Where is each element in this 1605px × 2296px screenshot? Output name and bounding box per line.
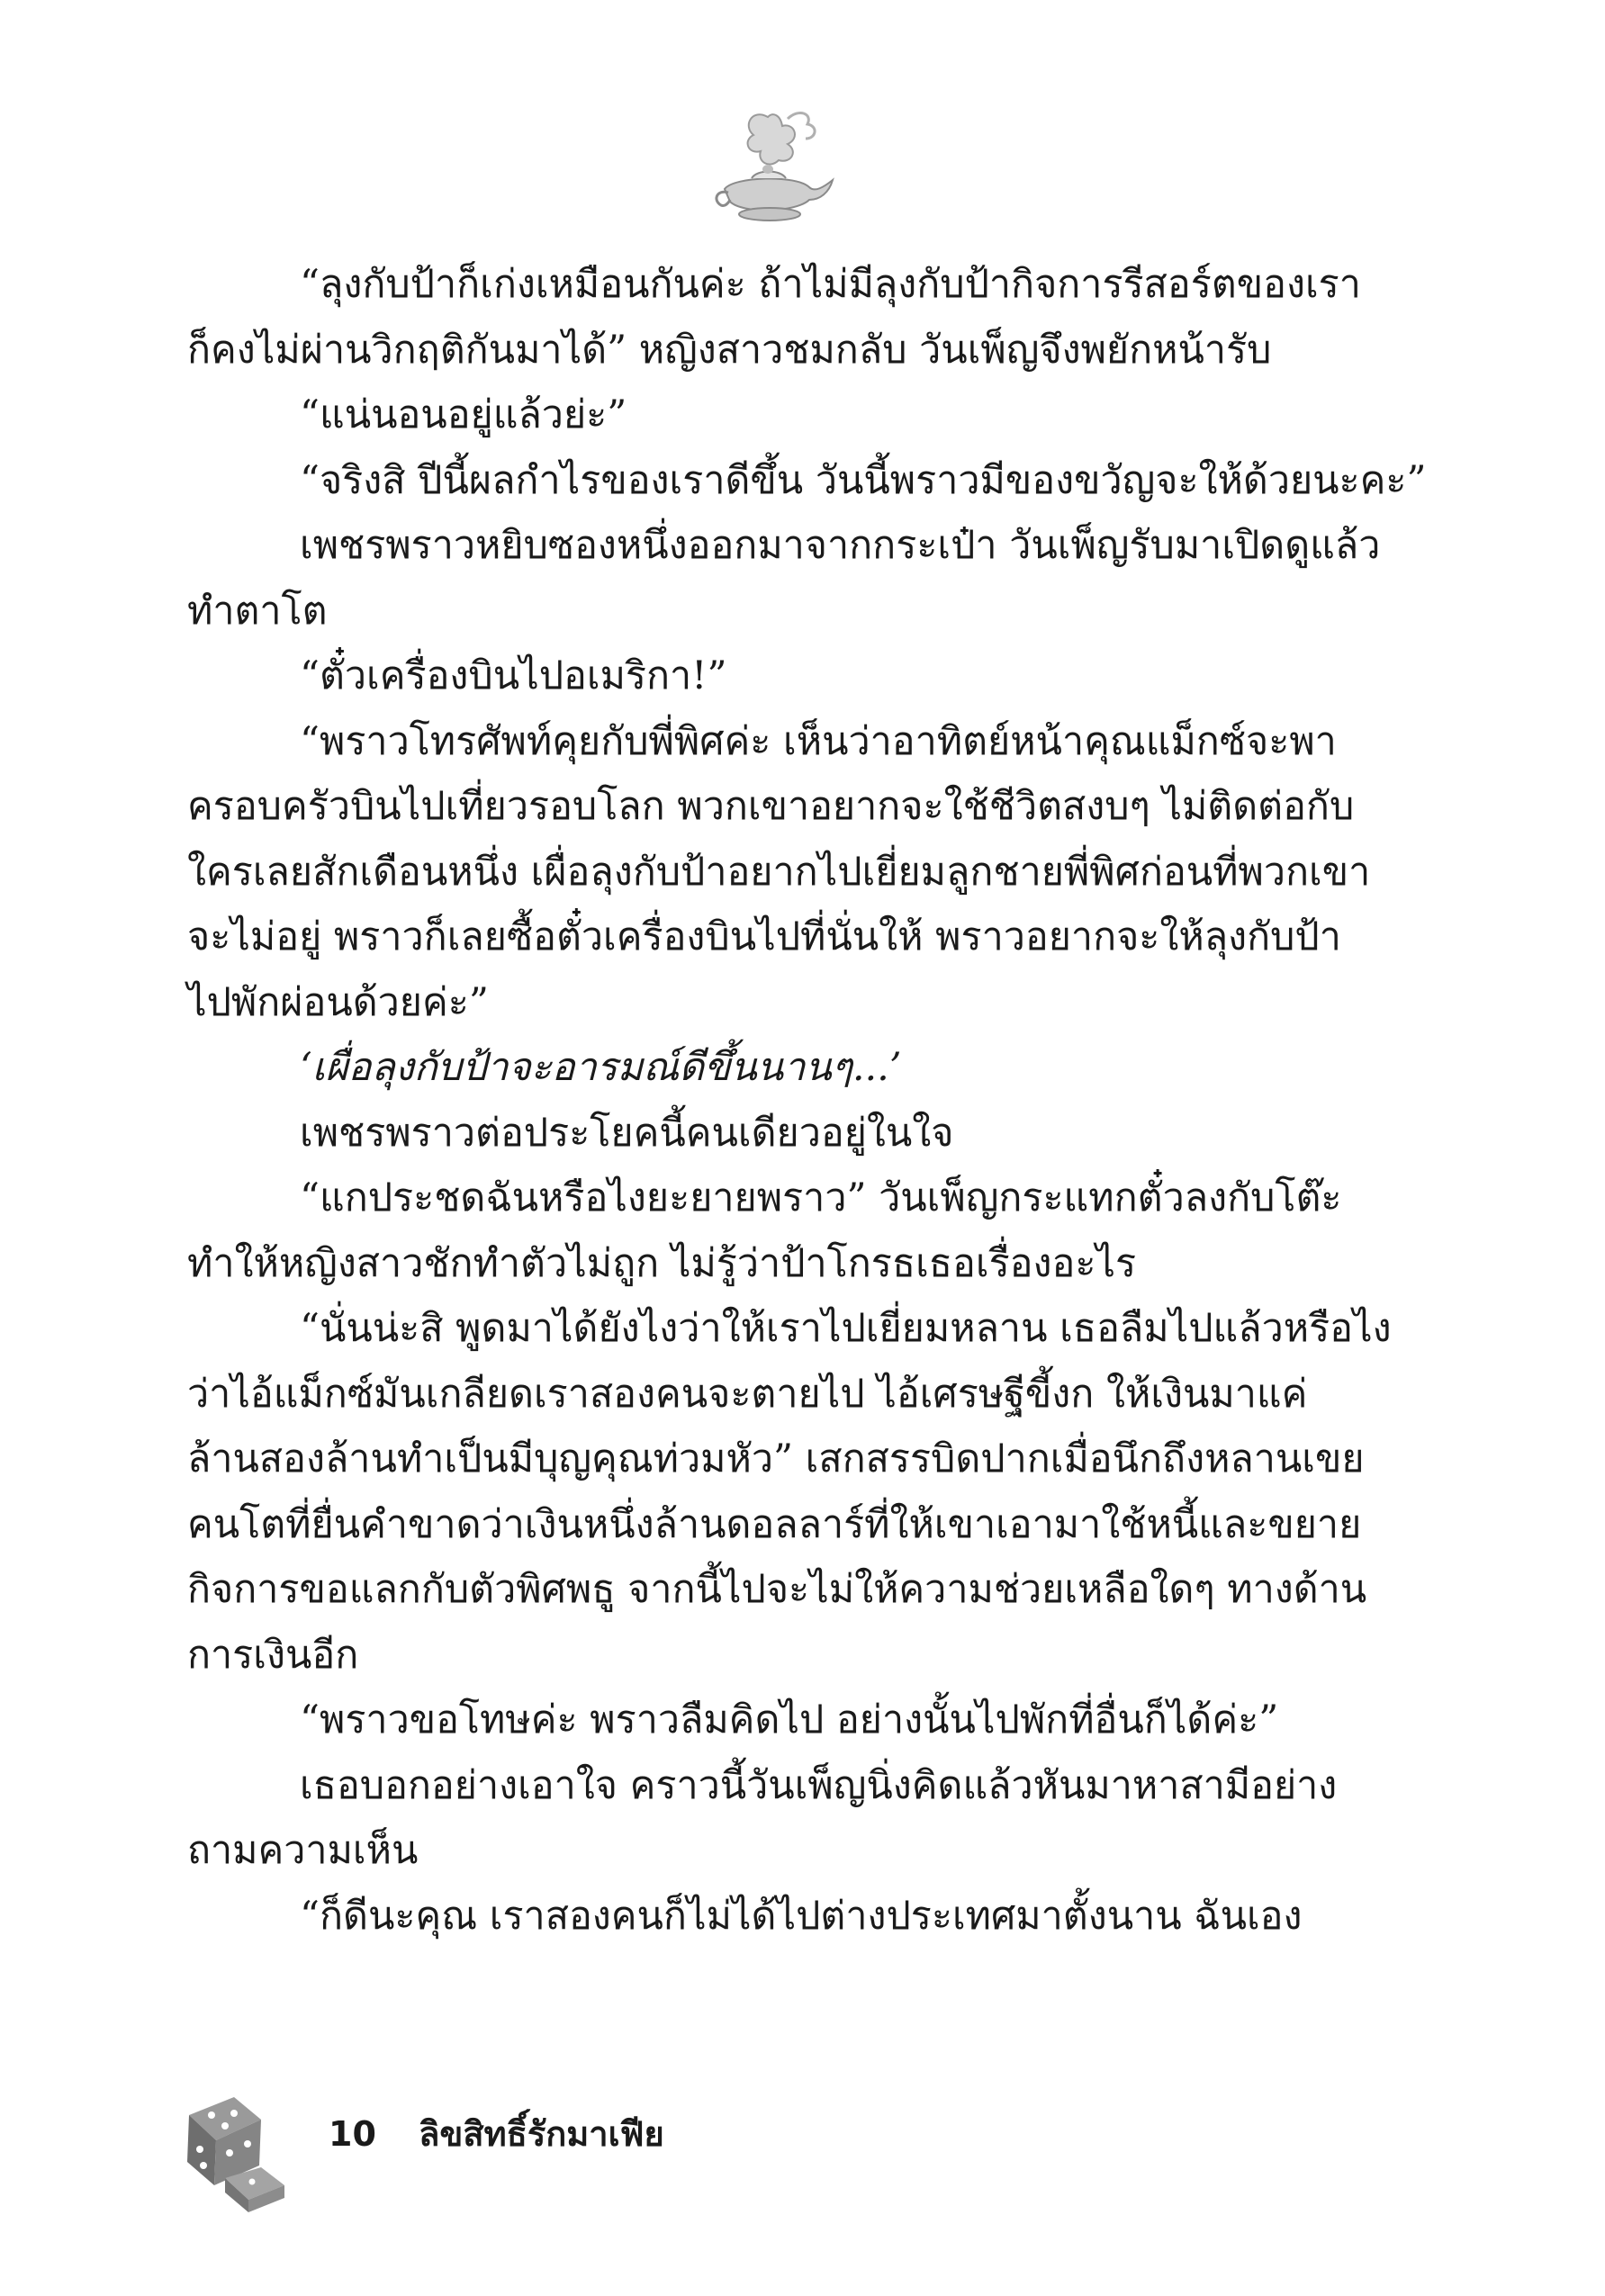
body-text [187,252,1427,1949]
text-line: ล้านสองล้านทำเป็นมีบุญคุณท่วมหัว” เสกสรรบิดปากเมื่อนึกถึงหลานเขย [187,1436,1365,1481]
text-line: “ก็ดีนะคุณ เราสองคนก็ไม่ได้ไปต่างประเทศมาตั้งนาน ฉันเอง [300,1893,1303,1939]
text-line: การเงินอีก [187,1632,359,1678]
text-line: “พราวโทรศัพท์คุยกับพี่พิศค่ะ เห็นว่าอาทิตย์หน้าคุณแม็กซ์จะพา [300,718,1337,764]
text-line: ใครเลยสักเดือนหนึ่ง เผื่อลุงกับป้าอยากไปเยี่ยมลูกชายพี่พิศก่อนที่พวกเขา [187,849,1371,895]
text-line: เธอบอกอย่างเอาใจ คราวนี้วันเพ็ญนิ่งคิดแล้วหันมาหาสามีอย่าง [300,1762,1338,1808]
text-line: ก็คงไม่ผ่านวิกฤติกันมาได้” หญิงสาวชมกลับ วันเพ็ญจึงพยักหน้ารับ [187,327,1272,373]
book-title: ลิขสิทธิ์รักมาเฟีย [419,2114,664,2154]
text-line: ทำตาโต [187,588,328,634]
text-line: ถามความเห็น [187,1828,419,1873]
dice-icon [162,2079,297,2214]
text-line: เพชรพราวหยิบซองหนึ่งออกมาจากกระเป๋า วันเพ็ญรับมาเปิดดูแล้ว [300,523,1381,568]
text-line: ทำให้หญิงสาวชักทำตัวไม่ถูก ไม่รู้ว่าป้าโกรธเธอเรื่องอะไร [187,1240,1137,1286]
text-line: ครอบครัวบินไปเที่ยวรอบโลก พวกเขาอยากจะใช้ชีวิตสงบๆ ไม่ติดต่อกับ [187,784,1355,829]
page-number: 10 [329,2114,376,2154]
text-line: “พราวขอโทษค่ะ พราวลืมคิดไป อย่างนั้นไปพักที่อื่นก็ได้ค่ะ” [300,1697,1279,1742]
text-line: เพชรพราวต่อประโยคนี้คนเดียวอยู่ในใจ [300,1110,954,1156]
page-footer [329,2106,664,2161]
text-line: ‘เผื่อลุงกับป้าจะอารมณ์ดีขึ้นนานๆ...’ [300,1045,902,1090]
magic-lamp-icon [698,99,842,234]
text-line: “แกประชดฉันหรือไงยะยายพราว” วันเพ็ญกระแทกตั๋วลงกับโต๊ะ [300,1175,1342,1220]
text-line: กิจการขอแลกกับตัวพิศพธู จากนี้ไปจะไม่ให้ความช่วยเหลือใดๆ ทางด้าน [187,1567,1367,1612]
text-line: จะไม่อยู่ พราวก็เลยซื้อตั๋วเครื่องบินไปที่นั่นให้ พราวอยากจะให้ลุงกับป้า [187,914,1341,959]
text-line: “ตั๋วเครื่องบินไปอเมริกา!” [300,653,727,698]
text-line: ไปพักผ่อนด้วยค่ะ” [187,979,489,1025]
text-line: คนโตที่ยื่นคำขาดว่าเงินหนึ่งล้านดอลลาร์ที่ให้เขาเอามาใช้หนี้และขยาย [187,1501,1362,1547]
text-line: “แน่นอนอยู่แล้วย่ะ” [300,392,627,437]
text-line: ว่าไอ้แม็กซ์มันเกลียดเราสองคนจะตายไป ไอ้เศรษฐีขี้งก ให้เงินมาแค่ [187,1371,1308,1417]
text-line: “จริงสิ ปีนี้ผลกำไรของเราดีขึ้น วันนี้พราวมีของขวัญจะให้ด้วยนะคะ” [300,457,1427,503]
text-line: “นั่นน่ะสิ พูดมาได้ยังไงว่าให้เราไปเยี่ยมหลาน เธอลืมไปแล้วหรือไง [300,1306,1392,1351]
text-line: “ลุงกับป้าก็เก่งเหมือนกันค่ะ ถ้าไม่มีลุงกับป้ากิจการรีสอร์ตของเรา [300,262,1361,307]
